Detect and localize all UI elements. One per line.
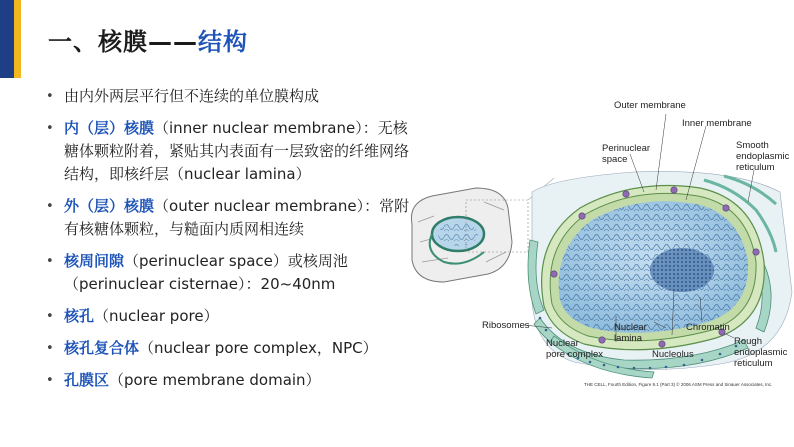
bullet-list [42, 85, 412, 401]
bullet-item [42, 305, 412, 328]
bullet-item [42, 117, 412, 186]
title-accent: 结构 [198, 28, 248, 56]
bullet-dot-icon: • [46, 373, 54, 388]
bullet-item [42, 369, 412, 392]
bullet-dot-icon: • [46, 89, 54, 104]
label-rough-er-3: reticulum [734, 358, 773, 369]
label-outer-membrane: Outer membrane [614, 100, 686, 111]
label-lamina-2: lamina [614, 333, 642, 344]
slide-title [48, 22, 248, 57]
label-perinuclear-2: space [602, 154, 628, 165]
bullet-dot-icon: • [46, 341, 54, 356]
bullet-dot-icon: • [46, 121, 54, 136]
bullet-dot-icon: • [46, 254, 54, 269]
nucleolus-texture [650, 248, 714, 292]
bullet-text: （inner nuclear membrane）：无核糖体颗粒附着，紧贴其内表面有一层致密的纤维网络结构，即核纤层（nuclear lamina） [64, 119, 410, 183]
accent-bar-blue [0, 0, 14, 78]
bullet-keyword: 孔膜区 [64, 371, 110, 389]
bullet-item [42, 85, 412, 108]
bullet-keyword: 核孔 [64, 307, 95, 325]
label-perinuclear-1: Perinuclear [602, 143, 651, 154]
bullet-item [42, 250, 412, 296]
label-ribosomes: Ribosomes [482, 320, 530, 331]
label-npc-1: Nuclear [546, 338, 579, 349]
label-inner-membrane: Inner membrane [682, 118, 752, 129]
bullet-text: （outer nuclear membrane）：常附有核糖体颗粒，与糙面内质网相连续 [64, 197, 410, 238]
label-lamina-1: Nuclear [614, 322, 647, 333]
label-nucleolus: Nucleolus [652, 349, 694, 360]
bullet-keyword: 核周间隙 [64, 252, 125, 270]
bullet-text: 由内外两层平行但不连续的单位膜构成 [64, 87, 320, 105]
bullet-text: （perinuclear space）或核周池（perinuclear cisternae）：20~40nm [64, 252, 348, 293]
bullet-keyword: 内（层）核膜 [64, 119, 155, 137]
bullet-text: （pore membrane domain） [109, 371, 321, 389]
label-smooth-er-2: endoplasmic [736, 151, 790, 162]
bullet-item [42, 337, 412, 360]
accent-bar-yellow [14, 0, 21, 78]
label-rough-er-1: Rough [734, 336, 762, 347]
label-smooth-er-1: Smooth [736, 140, 769, 151]
title-main: 一、核膜—— [48, 28, 198, 56]
figure-credit: THE CELL, Fourth Edition, Figure 9.1 (Part 3) © 2006 ASM Press and Sinauer Associates, Inc. [584, 382, 773, 387]
label-smooth-er-3: reticulum [736, 162, 775, 173]
label-npc-2: pore complex [546, 349, 604, 360]
bullet-text: （nuclear pore） [94, 307, 219, 325]
bullet-keyword: 外（层）核膜 [64, 197, 155, 215]
cell-thumbnail [411, 188, 528, 282]
bullet-item [42, 195, 412, 241]
bullet-keyword: 核孔复合体 [64, 339, 140, 357]
bullet-dot-icon: • [46, 199, 54, 214]
label-rough-er-2: endoplasmic [734, 347, 788, 358]
nuclear-envelope-diagram [404, 92, 794, 402]
label-chromatin: Chromatin [686, 322, 730, 333]
bullet-dot-icon: • [46, 309, 54, 324]
bullet-text: （nuclear pore complex，NPC） [139, 339, 378, 357]
